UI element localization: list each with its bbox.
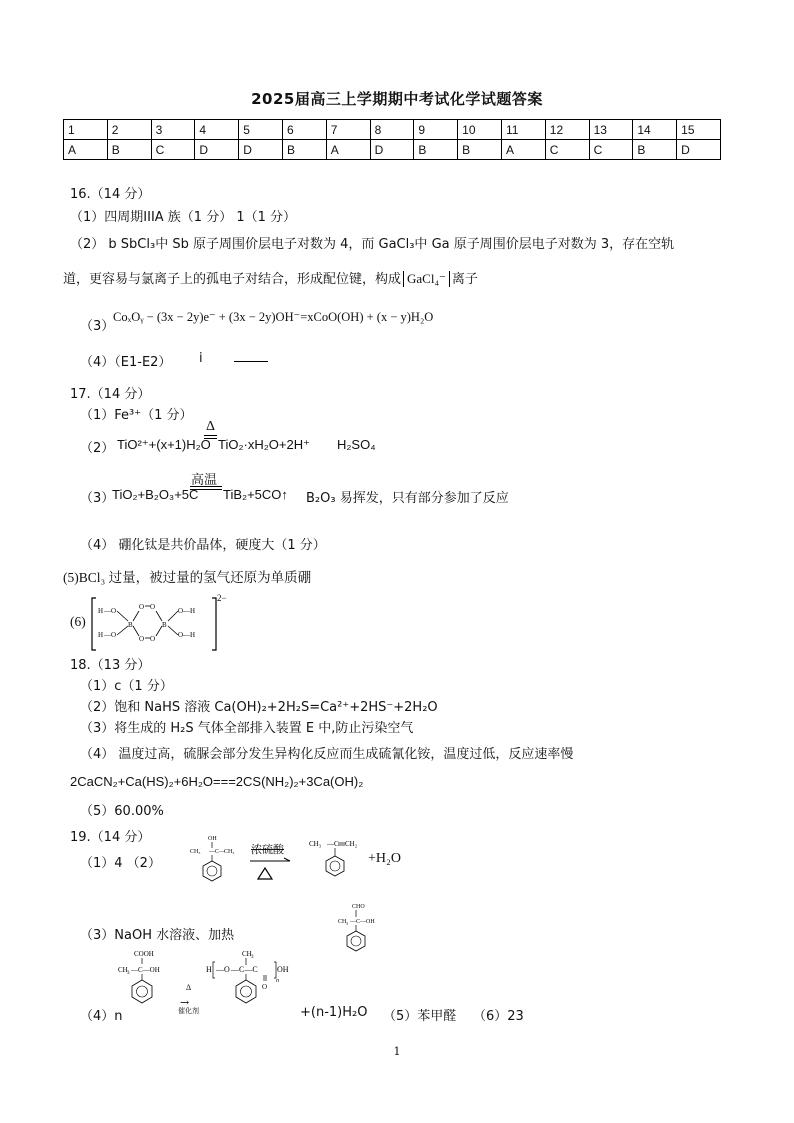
q16-part1: （1）四周期IIIA 族（1 分） 1（1 分） — [70, 210, 297, 225]
page-number: 1 — [393, 1045, 401, 1058]
svg-text:3: 3 — [346, 921, 348, 926]
aldehyde-structure — [336, 900, 386, 964]
q16-part3-equation: CoₓOᵧ − (3x − 2y)e⁻ + (3x − 2y)OH⁻=xCoO(OH) + (x − y)H₂O — [113, 310, 434, 324]
struct-o-label: O — [224, 965, 230, 974]
struct-cho-label: CHO — [352, 904, 365, 910]
svg-text:B: B — [128, 621, 133, 629]
question-number-cell: 4 — [195, 120, 239, 140]
q19-part4-cond-top: Δ — [186, 983, 192, 992]
q18-header: 18.（13 分） — [70, 658, 151, 673]
q19-part4-water: +(n-1)H₂O — [300, 1005, 368, 1020]
svg-text:OH: OH — [277, 965, 289, 974]
answer-cell: D — [677, 140, 721, 160]
q19-part3: （3）NaOH 水溶液、加热 — [80, 928, 235, 943]
q16-ion: GaCl₄⁻ — [403, 271, 450, 287]
q16-part3-label: （3） — [80, 319, 115, 334]
q17-part3-label: （3） — [80, 491, 115, 506]
answer-cell: A — [64, 140, 108, 160]
svg-text:O: O — [262, 983, 268, 991]
answer-cell: D — [239, 140, 283, 160]
q16-part2-text-a: 道，更容易与氯离子上的孤电子对结合，形成配位键，构成 — [63, 272, 402, 287]
q16-part2-line1: （2） b SbCl₃中 Sb 原子周围价层电子对数为 4，而 GaCl₃中 Ga 原子周围价层电子对数为 3，存在空轨 — [70, 237, 675, 252]
struct-h-label: H — [206, 965, 212, 974]
q17-part2-left: TiO²⁺+(x+1)H₂O — [117, 437, 211, 452]
svg-text:O: O — [150, 635, 156, 643]
q17-part2-condition: Δ — [206, 419, 216, 434]
question-number-cell: 8 — [370, 120, 414, 140]
struct-ch3-label-a: CH₃ — [190, 849, 201, 855]
q16-part2-line2 — [63, 268, 478, 287]
q17-part4: （4） 硼化钛是共价晶体，硬度大（1 分） — [80, 538, 326, 553]
svg-text:B: B — [162, 621, 167, 629]
answer-cell: B — [633, 140, 677, 160]
q18-part2: （2）饱和 NaHS 溶液 Ca(OH)₂+2H₂S=Ca²⁺+2HS⁻+2H₂O — [80, 700, 438, 715]
polyester-structure — [204, 946, 300, 1016]
q18-part4: （4） 温度过高，硫脲会部分发生异构化反应而生成硫氰化铵，温度过低，反应速率慢 — [80, 747, 574, 762]
q17-part3-condition: 高温 — [191, 473, 218, 488]
answer-cell: C — [151, 140, 195, 160]
question-number-cell: 6 — [282, 120, 326, 140]
q18-part4-equation: 2CaCN₂+Ca(HS)₂+6H₂O===2CS(NH₂)₂+3Ca(OH)₂ — [70, 774, 364, 789]
q19-part4-label: （4）n — [80, 1009, 123, 1024]
question-number-cell: 14 — [633, 120, 677, 140]
svg-text:—: — — [216, 965, 224, 974]
q17-part6-label: (6) — [70, 614, 86, 629]
struct-ch3-label-b: CH₃ — [224, 849, 235, 855]
reaction-arrow-1 — [248, 855, 294, 885]
answer-cell: A — [501, 140, 545, 160]
struct-ch3-label-c: CH₃ — [309, 840, 322, 848]
q19-part2-product: +H₂O — [368, 851, 401, 866]
answer-cell: C — [589, 140, 633, 160]
svg-text:—C: —C — [327, 840, 339, 848]
q18-part5: （5）60.00% — [80, 804, 164, 819]
q17-part2-right: TiO₂·xH₂O+2H⁺ — [218, 437, 310, 452]
answer-cell: D — [195, 140, 239, 160]
svg-text:CH: CH — [242, 950, 252, 958]
struct-oh-label: OH — [208, 836, 217, 842]
svg-text:CH: CH — [118, 966, 128, 974]
svg-text:H: H — [98, 607, 104, 615]
question-number-cell: 3 — [151, 120, 195, 140]
q17-part2-extra: H₂SO₄ — [337, 437, 376, 452]
answer-table — [63, 119, 721, 160]
q17-part2-eq-line-bottom — [204, 438, 217, 439]
svg-text:O: O — [139, 603, 145, 611]
svg-text:H: H — [98, 631, 104, 639]
q16-part2-text-b: 离子 — [451, 272, 478, 287]
struct-n-label: n — [276, 978, 279, 984]
struct-ch2-label: CH₂ — [345, 840, 358, 848]
answer-cell: A — [326, 140, 370, 160]
q17-part2-label: （2） — [80, 441, 115, 456]
borate-anion-structure — [90, 594, 230, 654]
question-number-cell: 11 — [501, 120, 545, 140]
question-number-cell: 12 — [545, 120, 589, 140]
reactant-alcohol-structure — [188, 832, 248, 888]
q17-part6-charge: 2− — [217, 593, 227, 603]
svg-text:O: O — [139, 635, 145, 643]
q18-part1: （1）c（1 分） — [80, 679, 173, 694]
svg-text:—O: —O — [104, 607, 117, 615]
q16-part4-label: （4）（E1-E2） — [80, 355, 172, 370]
question-number-cell: 5 — [239, 120, 283, 140]
q16-answer-blank — [234, 361, 268, 362]
question-number-cell: 15 — [677, 120, 721, 140]
answer-cell: B — [107, 140, 151, 160]
q18-part3: （3）将生成的 H₂S 气体全部排入装置 E 中,防止污染空气 — [80, 721, 414, 736]
svg-text:3: 3 — [127, 971, 130, 976]
table-row-numbers — [64, 120, 721, 140]
svg-text:—C—OH: —C—OH — [350, 919, 375, 925]
question-number-cell: 2 — [107, 120, 151, 140]
q17-part2-eq-line-top — [204, 435, 217, 436]
svg-text:—C—C: —C—C — [231, 965, 258, 974]
svg-text:3: 3 — [251, 955, 254, 960]
svg-text:CH: CH — [338, 919, 347, 925]
table-row-answers — [64, 140, 721, 160]
svg-text:—O: —O — [104, 631, 117, 639]
answer-cell: B — [282, 140, 326, 160]
answer-cell: B — [458, 140, 502, 160]
question-number-cell: 10 — [458, 120, 502, 140]
q17-part3-eq-line-top — [190, 486, 222, 487]
q17-part3-extra: B₂O₃ 易挥发，只有部分参加了反应 — [306, 491, 509, 506]
svg-text:O—H: O—H — [178, 607, 196, 615]
q17-part3-eq-line-bottom — [190, 489, 222, 490]
hydroxy-acid-structure — [114, 946, 174, 1012]
svg-text:—C—OH: —C—OH — [131, 966, 160, 974]
question-number-cell: 9 — [414, 120, 458, 140]
answer-cell: B — [414, 140, 458, 160]
q16-part4-i: i — [199, 351, 203, 366]
question-number-cell: 7 — [326, 120, 370, 140]
page-title: 2025届高三上学期期中考试化学试题答案 — [251, 90, 543, 108]
q19-part1-2: （1）4 （2） — [80, 856, 161, 871]
svg-text:O—H: O—H — [178, 631, 196, 639]
q19-reagent: 浓硫酸 — [251, 843, 284, 856]
q17-part3-left: TiO₂+B₂O₃+5C — [112, 487, 199, 502]
q17-part1: （1）Fe³⁺（1 分） — [80, 408, 193, 423]
q19-part6: （6）23 — [473, 1009, 524, 1024]
q17-header: 17.（14 分） — [70, 387, 151, 402]
answer-cell: D — [370, 140, 414, 160]
answer-cell: C — [545, 140, 589, 160]
svg-text:O: O — [150, 603, 156, 611]
q19-part5: （5）苯甲醛 — [383, 1009, 457, 1024]
question-number-cell: 13 — [589, 120, 633, 140]
reaction-arrow-2: → — [180, 996, 190, 1009]
q19-header: 19.（14 分） — [70, 830, 151, 845]
svg-text:—C—: —C— — [209, 849, 226, 855]
q19-part4-cond-bottom: 催化剂 — [178, 1007, 199, 1015]
q17-part3-right: TiB₂+5CO↑ — [223, 487, 288, 502]
q17-part5: (5)BCl₃ 过量，被过量的氢气还原为单质硼 — [63, 570, 312, 585]
q16-header: 16.（14 分） — [70, 187, 151, 202]
product-styrene-structure — [305, 832, 365, 888]
q19-part2-condition — [255, 856, 256, 857]
struct-cooh-label: COOH — [134, 950, 154, 958]
question-number-cell: 1 — [64, 120, 108, 140]
